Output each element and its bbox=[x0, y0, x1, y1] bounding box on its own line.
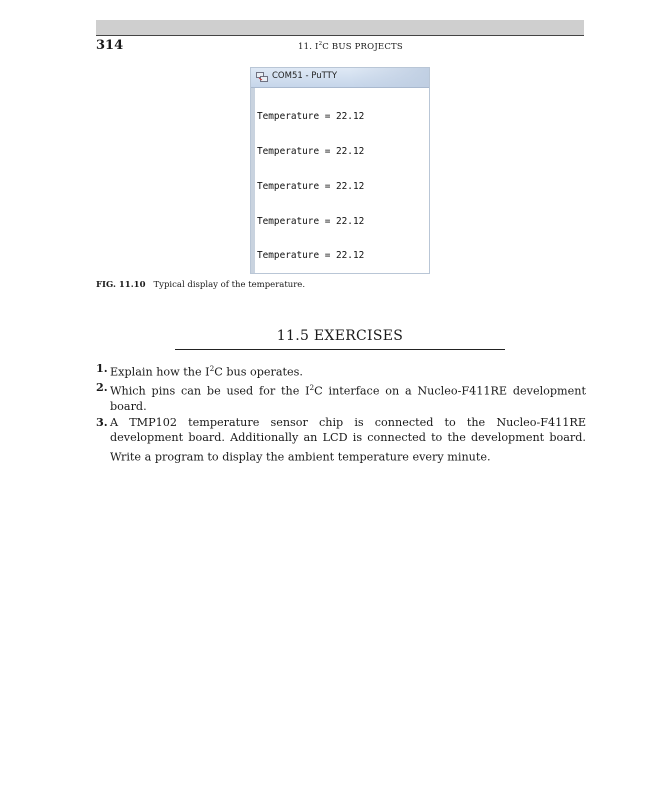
putty-window-figure bbox=[250, 67, 430, 274]
exercise-text-pre: A TMP102 temperature sensor chip is connected to the Nucleo-F411RE development board. Additionally an LCD is connected to the development board. Write a program to display the ambient temperature every minute. bbox=[110, 415, 586, 464]
exercise-number: 1. bbox=[96, 361, 108, 375]
exercise-number: 3. bbox=[96, 414, 108, 429]
terminal-line: Temperature = 22.12 bbox=[257, 145, 365, 157]
section-heading: 11.5 EXERCISES bbox=[276, 328, 404, 344]
exercise-item bbox=[96, 415, 586, 465]
terminal-output bbox=[257, 88, 429, 274]
titlebar-fade bbox=[349, 68, 429, 87]
terminal-line: Temperature = 22.12 bbox=[257, 215, 365, 227]
running-head-sup: 2 bbox=[318, 41, 323, 47]
terminal-line: Temperature = 22.12 bbox=[257, 111, 365, 123]
header-bar bbox=[96, 20, 584, 35]
exercise-item bbox=[96, 380, 586, 415]
exercise-item bbox=[96, 361, 586, 380]
page-number: 314 bbox=[96, 38, 124, 53]
putty-left-border bbox=[251, 88, 255, 273]
exercise-text-pre: Which pins can be used for the I bbox=[110, 384, 310, 398]
section-rule bbox=[175, 349, 505, 350]
exercise-text-sup: 2 bbox=[209, 364, 215, 373]
header-rule bbox=[96, 35, 584, 36]
exercise-number: 2. bbox=[96, 380, 108, 395]
running-head-post: C BUS PROJECTS bbox=[322, 41, 403, 52]
terminal-line: Temperature = 22.12 bbox=[257, 250, 365, 262]
running-head-pre: 11. I bbox=[298, 41, 319, 52]
exercise-list bbox=[96, 361, 586, 465]
running-head bbox=[298, 41, 403, 52]
putty-titlebar bbox=[251, 68, 429, 88]
figure-label: FIG. 11.10 bbox=[96, 280, 146, 290]
putty-icon bbox=[256, 72, 268, 83]
figure-caption bbox=[96, 280, 305, 290]
exercise-text bbox=[110, 415, 586, 465]
exercise-text-pre: Explain how the I bbox=[110, 365, 210, 379]
figure-caption-text: Typical display of the temperature. bbox=[153, 280, 306, 290]
terminal-line: Temperature = 22.12 bbox=[257, 180, 365, 192]
exercise-text-sup: 2 bbox=[309, 383, 315, 393]
exercise-text-post: C bus operates. bbox=[214, 365, 303, 379]
exercise-text-post: C interface on a Nucleo-F411RE development board. bbox=[110, 384, 586, 414]
exercise-text bbox=[110, 380, 586, 415]
exercise-text bbox=[110, 361, 586, 380]
putty-window-title: COM51 - PuTTY bbox=[272, 71, 338, 81]
